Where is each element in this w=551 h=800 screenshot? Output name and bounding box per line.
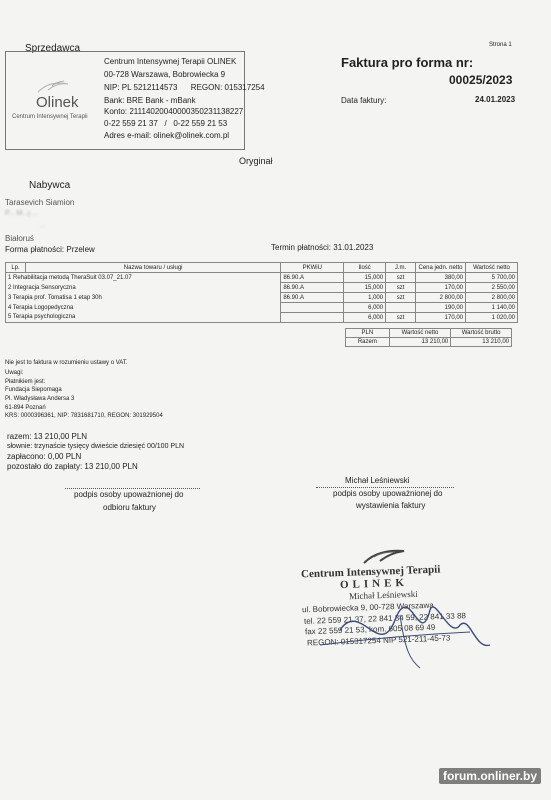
row-unit: szt xyxy=(386,293,416,303)
page-number: Strona 1 xyxy=(489,42,512,48)
col-unit-price: Cena jedn. netto xyxy=(416,263,466,273)
issuer-signature-line xyxy=(316,487,454,488)
row-pkwiu: 86.90.A xyxy=(281,283,344,293)
payment-due: Termin płatności: 31.01.2023 xyxy=(271,243,374,252)
row-item-name: Integracja Sensoryczna xyxy=(13,284,76,291)
stamp-line-5: tel. 22 559 21 37, 22 841 34 59, 22 841 33 88 xyxy=(303,611,467,626)
summary-table xyxy=(345,328,512,347)
issuer-name: Michał Leśniewski xyxy=(345,476,410,485)
col-unit: J.m. xyxy=(386,263,416,273)
row-number: 2 xyxy=(8,284,12,291)
vat-note: Nie jest to faktura w rozumieniu ustawy o VAT. xyxy=(5,360,128,366)
row-qty: 15,000 xyxy=(344,273,386,283)
row-qty: 15,000 xyxy=(344,283,386,293)
row-item-name: Terapia Logopedyczna xyxy=(12,304,74,311)
stamp-line-6: fax 22 559 21 53, kom. 605 08 69 49 xyxy=(304,622,436,637)
summary-header-row xyxy=(346,329,512,338)
receiver-signature-line xyxy=(65,488,200,489)
forum-watermark: forum.onliner.by xyxy=(439,768,541,784)
payment-form: Forma płatności: Przelew xyxy=(5,245,95,254)
row-qty: 6,000 xyxy=(344,313,386,323)
stamp-logo-icon xyxy=(360,547,410,565)
row-unit-price: 190,00 xyxy=(416,303,466,313)
row-item-name: Terapia psychologiczna xyxy=(12,314,76,321)
seller-address: 00-728 Warszawa, Bobrowiecka 9 xyxy=(104,70,226,79)
seller-email: Adres e-mail: olinek@olinek.com.pl xyxy=(104,131,230,140)
seller-heading: Sprzedawca xyxy=(25,43,81,54)
logo-text: Olinek xyxy=(36,94,79,111)
table-row xyxy=(6,293,518,303)
table-row xyxy=(6,273,518,283)
notes-label: Uwagi: xyxy=(5,370,24,376)
row-item-name: Terapia prof. Tomatisa 1 etap 30h xyxy=(12,294,102,301)
row-pkwiu xyxy=(281,313,344,323)
row-net-value: 5 700,00 xyxy=(466,273,518,283)
table-row xyxy=(6,313,518,323)
paid-amount: zapłacono: 0,00 PLN xyxy=(7,452,82,461)
buyer-name: Tarasevich Siamion xyxy=(5,198,75,207)
stamp-line-4: ul. Bobrowiecka 9, 00-728 Warszawa xyxy=(301,600,434,615)
stamp-line-1: Centrum Intensywnej Terapii xyxy=(300,563,441,581)
row-qty: 6,000 xyxy=(344,303,386,313)
row-pkwiu: 86.90.A xyxy=(281,293,344,303)
remaining-amount: pozostało do zapłaty: 13 210,00 PLN xyxy=(7,462,138,471)
issuer-signature-label-2: wystawienia faktury xyxy=(356,501,426,510)
handwritten-signature xyxy=(300,590,500,675)
row-qty: 1,000 xyxy=(344,293,386,303)
receiver-signature-label-2: odbioru faktury xyxy=(103,503,156,512)
summary-col-currency: PLN xyxy=(346,329,390,338)
table-row xyxy=(6,303,518,313)
invoice-number: 00025/2023 xyxy=(449,73,513,87)
payer-name: Fundacja Siepomaga xyxy=(5,387,62,393)
row-item-name: Rehabilitacja metodą TheraSuit 03.07_21.07 xyxy=(13,274,132,281)
col-lp: Lp. xyxy=(6,263,26,273)
col-pkwiu: PKWiU xyxy=(281,263,344,273)
total-amount: razem: 13 210,00 PLN xyxy=(7,432,88,441)
seller-nip-regon: NIP: PL 5212114573 REGON: 015317254 xyxy=(104,83,265,92)
stamp-line-7: REGON: 015317254 NIP 521-211-45-73 xyxy=(306,633,451,648)
summary-label: Razem xyxy=(346,338,390,347)
summary-row xyxy=(346,338,512,347)
buyer-address-blurred: P... M...j ... xyxy=(5,210,38,217)
original-label: Oryginał xyxy=(239,156,273,166)
row-number: 4 xyxy=(8,304,12,311)
row-net-value: 2 550,00 xyxy=(466,283,518,293)
row-pkwiu: 86.90.A xyxy=(281,273,344,283)
receiver-signature-label: podpis osoby upoważnionej do xyxy=(74,490,184,499)
row-net-value: 1 020,00 xyxy=(466,313,518,323)
row-unit xyxy=(386,303,416,313)
row-unit-price: 380,00 xyxy=(416,273,466,283)
row-unit: szt xyxy=(386,283,416,293)
row-unit: szt xyxy=(386,313,416,323)
row-unit: szt xyxy=(386,273,416,283)
table-row xyxy=(6,283,518,293)
row-pkwiu xyxy=(281,303,344,313)
payer-krs: KRS: 0000396361, NIP: 7831681710, REGON: 301929504 xyxy=(5,413,163,419)
seller-bank: Bank: BRE Bank - mBank xyxy=(104,96,196,105)
buyer-country: Białoruś xyxy=(5,234,34,243)
olinek-logo xyxy=(30,78,90,94)
summary-gross: 13 210,00 xyxy=(451,338,512,347)
stamp-line-3: Michał Leśniewski xyxy=(348,588,418,602)
col-name: Nazwa towaru / usługi xyxy=(25,263,280,273)
seller-phones: 0-22 559 21 37 / 0-22 559 21 53 xyxy=(104,119,228,128)
table-header-row xyxy=(6,263,518,273)
payer-street: Pl. Władysława Andersa 3 xyxy=(5,396,75,402)
payer-label: Płatnikiem jest: xyxy=(5,379,46,385)
buyer-heading: Nabywca xyxy=(29,180,71,191)
row-number: 3 xyxy=(8,294,12,301)
col-net-value: Wartość netto xyxy=(466,263,518,273)
row-unit-price: 2 800,00 xyxy=(416,293,466,303)
total-in-words: słownie: trzynaście tysięcy dwieście dziesięć 00/100 PLN xyxy=(7,443,185,450)
invoice-date-label: Data faktury: xyxy=(341,96,387,105)
row-number: 5 xyxy=(8,314,12,321)
stamp-line-2: OLINEK xyxy=(339,576,409,592)
signature-scribble-icon xyxy=(300,590,500,670)
invoice-title: Faktura pro forma nr: xyxy=(341,55,474,70)
col-qty: Ilość xyxy=(344,263,386,273)
row-net-value: 2 800,00 xyxy=(466,293,518,303)
summary-col-gross: Wartość brutto xyxy=(451,329,512,338)
buyer-city-blurred: ... xyxy=(40,222,46,229)
logo-subtitle: Centrum Intensywnej Terapii xyxy=(12,114,88,120)
row-number: 1 xyxy=(8,274,12,281)
row-unit-price: 170,00 xyxy=(416,313,466,323)
payer-city: 61-894 Poznań xyxy=(5,405,46,411)
issuer-signature-label: podpis osoby upoważnionej do xyxy=(333,489,443,498)
seller-name: Centrum Intensywnej Terapii OLINEK xyxy=(104,57,237,66)
summary-net: 13 210,00 xyxy=(389,338,451,347)
summary-col-net: Wartość netto xyxy=(389,329,451,338)
items-table xyxy=(5,262,518,323)
row-net-value: 1 140,00 xyxy=(466,303,518,313)
invoice-date: 24.01.2023 xyxy=(475,95,516,104)
row-unit-price: 170,00 xyxy=(416,283,466,293)
seller-account: Konto: 21114020040000350231138227 xyxy=(104,107,244,116)
